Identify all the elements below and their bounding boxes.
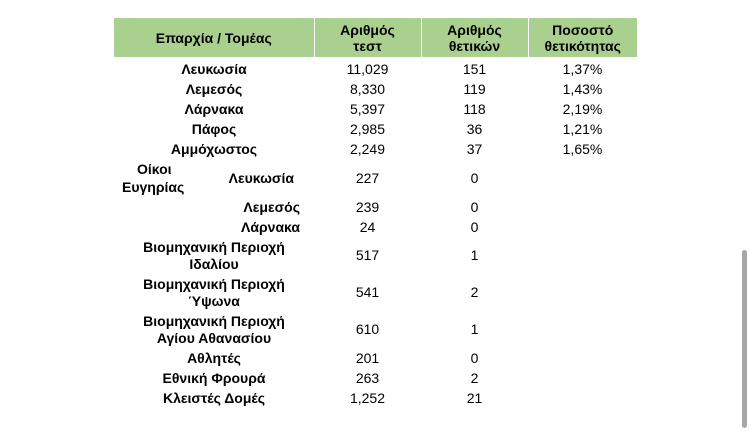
tests-cell: 610 xyxy=(355,321,380,337)
covid-tests-table xyxy=(114,18,637,408)
vertical-scrollbar[interactable] xyxy=(742,250,747,428)
header-region: Επαρχία / Τομέας xyxy=(114,18,314,57)
rate-cell xyxy=(528,274,637,311)
region-cell: Πάφος xyxy=(191,121,237,137)
positives-cell: 0 xyxy=(470,169,479,186)
region-cell: Αμμόχωστος xyxy=(170,141,258,157)
region-cell: Βιομηχανική Περιοχή Αγίου Αθανασίου xyxy=(143,312,285,346)
tests-cell: 2,249 xyxy=(349,141,386,157)
positives-cell: 0 xyxy=(470,199,479,215)
table-row xyxy=(114,119,637,139)
table-row xyxy=(114,139,637,159)
rate-cell xyxy=(528,348,637,368)
table-row xyxy=(114,99,637,119)
table-row xyxy=(114,368,637,388)
region-cell: Λευκωσία xyxy=(181,61,247,77)
rate-cell: 1,43% xyxy=(562,81,603,97)
tests-cell: 201 xyxy=(355,350,380,366)
region-cell: Κλειστές Δομές xyxy=(163,390,265,406)
header-tests: Αριθμός τεστ xyxy=(314,18,421,57)
tests-cell: 11,029 xyxy=(346,61,389,77)
positives-cell: 119 xyxy=(463,81,486,97)
region-cell: Λεμεσός xyxy=(185,81,243,97)
positives-cell: 151 xyxy=(462,61,487,77)
region-cell: Βιομηχανική Περιοχή Ιδαλίου xyxy=(143,238,285,272)
region-cell: Εθνική Φρουρά xyxy=(162,370,266,386)
tests-cell: 263 xyxy=(355,370,380,386)
table-row xyxy=(114,59,637,79)
rate-cell xyxy=(528,159,637,197)
rate-cell xyxy=(528,311,637,348)
table-row xyxy=(114,311,637,348)
region-cell: Αθλητές xyxy=(187,350,241,366)
rate-cell xyxy=(528,237,637,274)
rate-cell xyxy=(528,388,637,408)
rate-cell xyxy=(528,197,637,217)
elderly-homes-label: Οίκοι Ευγηρίας xyxy=(122,161,185,195)
table-row xyxy=(114,237,637,274)
positives-cell: 21 xyxy=(466,390,483,406)
positives-cell: 118 xyxy=(463,101,486,117)
positives-cell: 0 xyxy=(470,350,479,366)
table-row xyxy=(114,197,637,217)
tests-cell: 2,985 xyxy=(349,121,386,137)
tests-cell: 8,330 xyxy=(349,81,386,97)
region-cell: Βιομηχανική Περιοχή Ύψωνα xyxy=(143,275,285,309)
table-header-row xyxy=(114,18,637,57)
positives-cell: 2 xyxy=(470,284,479,300)
table-row xyxy=(114,79,637,99)
positives-cell: 37 xyxy=(466,141,483,157)
tests-cell: 541 xyxy=(355,284,380,300)
sub-region-cell: Λεμεσός xyxy=(243,199,300,215)
region-cell: Λάρνακα xyxy=(184,101,244,117)
positives-cell: 0 xyxy=(470,219,479,235)
rate-cell xyxy=(528,368,637,388)
table-row xyxy=(114,388,637,408)
table-row xyxy=(114,217,637,237)
positives-cell: 1 xyxy=(470,247,479,263)
tests-cell: 517 xyxy=(355,247,380,263)
positives-cell: 2 xyxy=(470,370,479,386)
sub-region-cell: Λάρνακα xyxy=(241,219,300,235)
header-rate: Ποσοστό θετικότητας xyxy=(528,18,637,57)
rate-cell: 2,19% xyxy=(562,101,603,117)
tests-cell: 1,252 xyxy=(349,390,386,406)
tests-cell: 239 xyxy=(355,199,380,215)
rate-cell: 1,37% xyxy=(562,61,603,77)
tests-cell: 24 xyxy=(359,219,376,235)
rate-cell: 1,65% xyxy=(562,141,603,157)
tests-cell: 227 xyxy=(355,169,380,186)
sub-region-cell: Λευκωσία xyxy=(228,169,294,186)
rate-cell xyxy=(528,217,637,237)
positives-cell: 36 xyxy=(466,121,483,137)
table-row xyxy=(114,348,637,368)
header-positives: Αριθμός θετικών xyxy=(421,18,528,57)
table-row xyxy=(114,274,637,311)
positives-cell: 1 xyxy=(470,321,479,337)
table-row xyxy=(114,159,637,197)
rate-cell: 1,21% xyxy=(562,121,603,137)
tests-cell: 5,397 xyxy=(349,101,386,117)
